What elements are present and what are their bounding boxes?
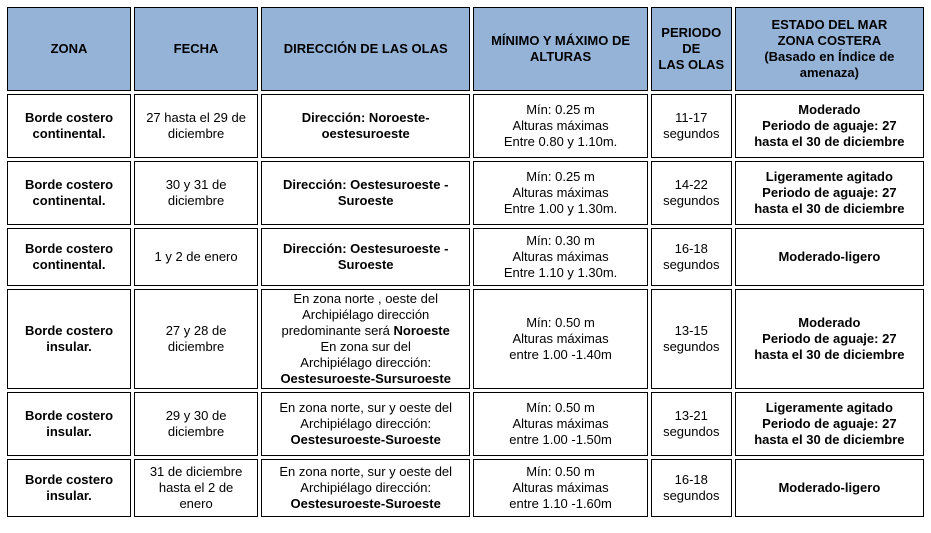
- periodo-cell: [651, 392, 732, 456]
- estado-cell: [735, 161, 924, 225]
- estado-line: Periodo de aguaje: 27: [762, 185, 897, 200]
- estado-line: Moderado: [798, 315, 861, 330]
- estado-cell: [735, 94, 924, 158]
- header-periodo-line: PERIODO DE: [661, 25, 722, 56]
- direccion-line: Oestesuroeste-Sursuroeste: [280, 371, 451, 386]
- alturas-line: Alturas máximas: [512, 249, 609, 264]
- zona-line: Borde costero: [24, 408, 114, 423]
- direccion-line: En zona norte , oeste del: [293, 291, 438, 306]
- periodo-line: 11-17: [675, 110, 708, 125]
- estado-cell: [735, 228, 924, 286]
- direccion-line: En zona norte, sur y oeste del: [279, 464, 453, 479]
- direccion-line: Archipiélago dirección: [302, 307, 430, 322]
- fecha-line: diciembre: [167, 193, 225, 208]
- alturas-line: Alturas máximas: [512, 416, 609, 431]
- fecha-line: 29 y 30 de: [165, 408, 227, 423]
- estado-cell: [735, 459, 924, 517]
- zona-cell: [7, 459, 131, 517]
- periodo-cell: [651, 161, 732, 225]
- periodo-line: 16-18: [674, 241, 708, 256]
- table-row: [7, 228, 924, 286]
- table-row: [7, 94, 924, 158]
- fecha-cell: [134, 392, 258, 456]
- fecha-line: hasta el 2 de: [158, 480, 234, 495]
- direccion-line: En zona sur del: [320, 339, 411, 354]
- fecha-line: diciembre: [167, 339, 225, 354]
- fecha-line: 1 y 2 de enero: [154, 249, 238, 264]
- zona-line: continental.: [32, 126, 106, 141]
- header-fecha: FECHA: [134, 7, 258, 91]
- alturas-line: entre 1.00 -1.40m: [509, 347, 612, 362]
- fecha-line: 31 de diciembre: [149, 464, 243, 479]
- estado-line: hasta el 30 de diciembre: [754, 432, 905, 447]
- header-direccion: DIRECCIÓN DE LAS OLAS: [261, 7, 470, 91]
- header-periodo: [651, 7, 732, 91]
- table-row: [7, 459, 924, 517]
- periodo-line: 16-18: [674, 472, 708, 487]
- zona-line: Borde costero: [24, 110, 114, 125]
- alturas-cell: [473, 94, 648, 158]
- estado-cell: [735, 289, 924, 389]
- zona-cell: [7, 94, 131, 158]
- estado-line: Moderado: [798, 102, 861, 117]
- alturas-line: Mín: 0.50 m: [526, 315, 595, 330]
- header-zona: ZONA: [7, 7, 131, 91]
- header-estado-line: (Basado en Índice de: [764, 49, 895, 64]
- alturas-cell: [473, 161, 648, 225]
- zona-cell: [7, 228, 131, 286]
- fecha-cell: [134, 161, 258, 225]
- zona-line: Borde costero: [24, 472, 114, 487]
- periodo-cell: [651, 228, 732, 286]
- direccion-line: predominante será: [281, 323, 394, 338]
- direccion-cell: [261, 289, 470, 389]
- header-alturas: [473, 7, 648, 91]
- header-row: [7, 7, 924, 91]
- periodo-cell: [651, 459, 732, 517]
- alturas-line: Mín: 0.25 m: [526, 169, 595, 184]
- direccion-cell: [261, 94, 470, 158]
- direccion-line: Suroeste: [337, 257, 394, 272]
- header-estado: [735, 7, 924, 91]
- direccion-line: Suroeste: [337, 193, 394, 208]
- periodo-line: segundos: [663, 193, 720, 208]
- fecha-cell: [134, 94, 258, 158]
- table-row: [7, 392, 924, 456]
- periodo-line: segundos: [663, 257, 720, 272]
- fecha-cell: [134, 228, 258, 286]
- zona-line: Borde costero: [24, 241, 114, 256]
- direccion-line: Archipiélago dirección:: [300, 480, 432, 495]
- estado-line: Ligeramente agitado: [765, 400, 893, 415]
- periodo-cell: [651, 94, 732, 158]
- fecha-line: enero: [179, 496, 213, 511]
- direccion-cell: [261, 161, 470, 225]
- alturas-line: Alturas máximas: [512, 331, 609, 346]
- direccion-cell: [261, 459, 470, 517]
- periodo-line: 14-22: [674, 177, 708, 192]
- zona-line: insular.: [46, 339, 92, 354]
- alturas-line: Entre 0.80 y 1.10m.: [503, 134, 618, 149]
- estado-line: Periodo de aguaje: 27: [762, 331, 897, 346]
- zona-line: insular.: [46, 424, 92, 439]
- fecha-line: 27 hasta el 29 de: [146, 110, 246, 125]
- table-row: [7, 289, 924, 389]
- periodo-line: segundos: [663, 126, 720, 141]
- direccion-line: Dirección: Oestesuroeste -: [282, 241, 449, 256]
- alturas-line: entre 1.10 -1.60m: [509, 496, 612, 511]
- alturas-cell: [473, 459, 648, 517]
- direccion-line: Oestesuroeste-Suroeste: [290, 496, 441, 511]
- direccion-cell: [261, 228, 470, 286]
- periodo-cell: [651, 289, 732, 389]
- header-estado-line: ZONA COSTERA: [777, 33, 882, 48]
- fecha-line: 30 y 31 de: [165, 177, 227, 192]
- fecha-line: diciembre: [167, 126, 225, 141]
- periodo-line: 13-15: [674, 323, 708, 338]
- alturas-line: Mín: 0.50 m: [526, 400, 595, 415]
- fecha-line: 27 y 28 de: [165, 323, 227, 338]
- zona-line: continental.: [32, 193, 106, 208]
- direccion-line: Archipiélago dirección:: [300, 355, 432, 370]
- fecha-cell: [134, 459, 258, 517]
- estado-line: hasta el 30 de diciembre: [754, 201, 905, 216]
- fecha-line: diciembre: [167, 424, 225, 439]
- header-estado-line: ESTADO DEL MAR: [771, 17, 888, 32]
- estado-line: Moderado-ligero: [778, 480, 881, 495]
- direccion-line: Archipiélago dirección:: [300, 416, 432, 431]
- alturas-line: entre 1.00 -1.50m: [509, 432, 612, 447]
- header-alturas-line: MÍNIMO Y MÁXIMO DE: [491, 33, 630, 48]
- fecha-cell: [134, 289, 258, 389]
- periodo-line: segundos: [663, 424, 720, 439]
- alturas-line: Alturas máximas: [512, 118, 609, 133]
- estado-line: Periodo de aguaje: 27: [762, 416, 897, 431]
- direccion-line: oestesuroeste: [321, 126, 410, 141]
- marine-forecast-table: [4, 4, 927, 520]
- table-row: [7, 161, 924, 225]
- alturas-line: Mín: 0.25 m: [526, 102, 595, 117]
- zona-cell: [7, 289, 131, 389]
- alturas-line: Mín: 0.30 m: [526, 233, 595, 248]
- zona-cell: [7, 161, 131, 225]
- periodo-line: segundos: [663, 339, 720, 354]
- estado-line: Periodo de aguaje: 27: [762, 118, 897, 133]
- zona-line: continental.: [32, 257, 106, 272]
- alturas-line: Entre 1.10 y 1.30m.: [503, 265, 618, 280]
- header-periodo-line: LAS OLAS: [658, 57, 725, 72]
- alturas-line: Alturas máximas: [512, 480, 609, 495]
- alturas-cell: [473, 289, 648, 389]
- estado-line: Ligeramente agitado: [765, 169, 893, 184]
- direccion-line: En zona norte, sur y oeste del: [279, 400, 453, 415]
- direccion-line: Dirección: Oestesuroeste -: [282, 177, 449, 192]
- zona-line: Borde costero: [24, 177, 114, 192]
- direccion-line: Dirección: Noroeste-: [301, 110, 430, 125]
- estado-line: hasta el 30 de diciembre: [754, 134, 905, 149]
- zona-cell: [7, 392, 131, 456]
- zona-line: insular.: [46, 488, 92, 503]
- header-alturas-line: ALTURAS: [529, 49, 592, 64]
- direccion-emphasis: Noroeste: [393, 323, 450, 338]
- alturas-line: Entre 1.00 y 1.30m.: [503, 201, 618, 216]
- estado-line: hasta el 30 de diciembre: [754, 347, 905, 362]
- periodo-line: 13-21: [674, 408, 708, 423]
- alturas-line: Mín: 0.50 m: [526, 464, 595, 479]
- periodo-line: segundos: [663, 488, 720, 503]
- zona-line: Borde costero: [24, 323, 114, 338]
- alturas-cell: [473, 392, 648, 456]
- direccion-line: Oestesuroeste-Suroeste: [290, 432, 441, 447]
- header-estado-line: amenaza): [799, 65, 859, 80]
- alturas-line: Alturas máximas: [512, 185, 609, 200]
- direccion-cell: [261, 392, 470, 456]
- marine-forecast-table-wrapper: [4, 4, 927, 525]
- estado-cell: [735, 392, 924, 456]
- estado-line: Moderado-ligero: [778, 249, 881, 264]
- alturas-cell: [473, 228, 648, 286]
